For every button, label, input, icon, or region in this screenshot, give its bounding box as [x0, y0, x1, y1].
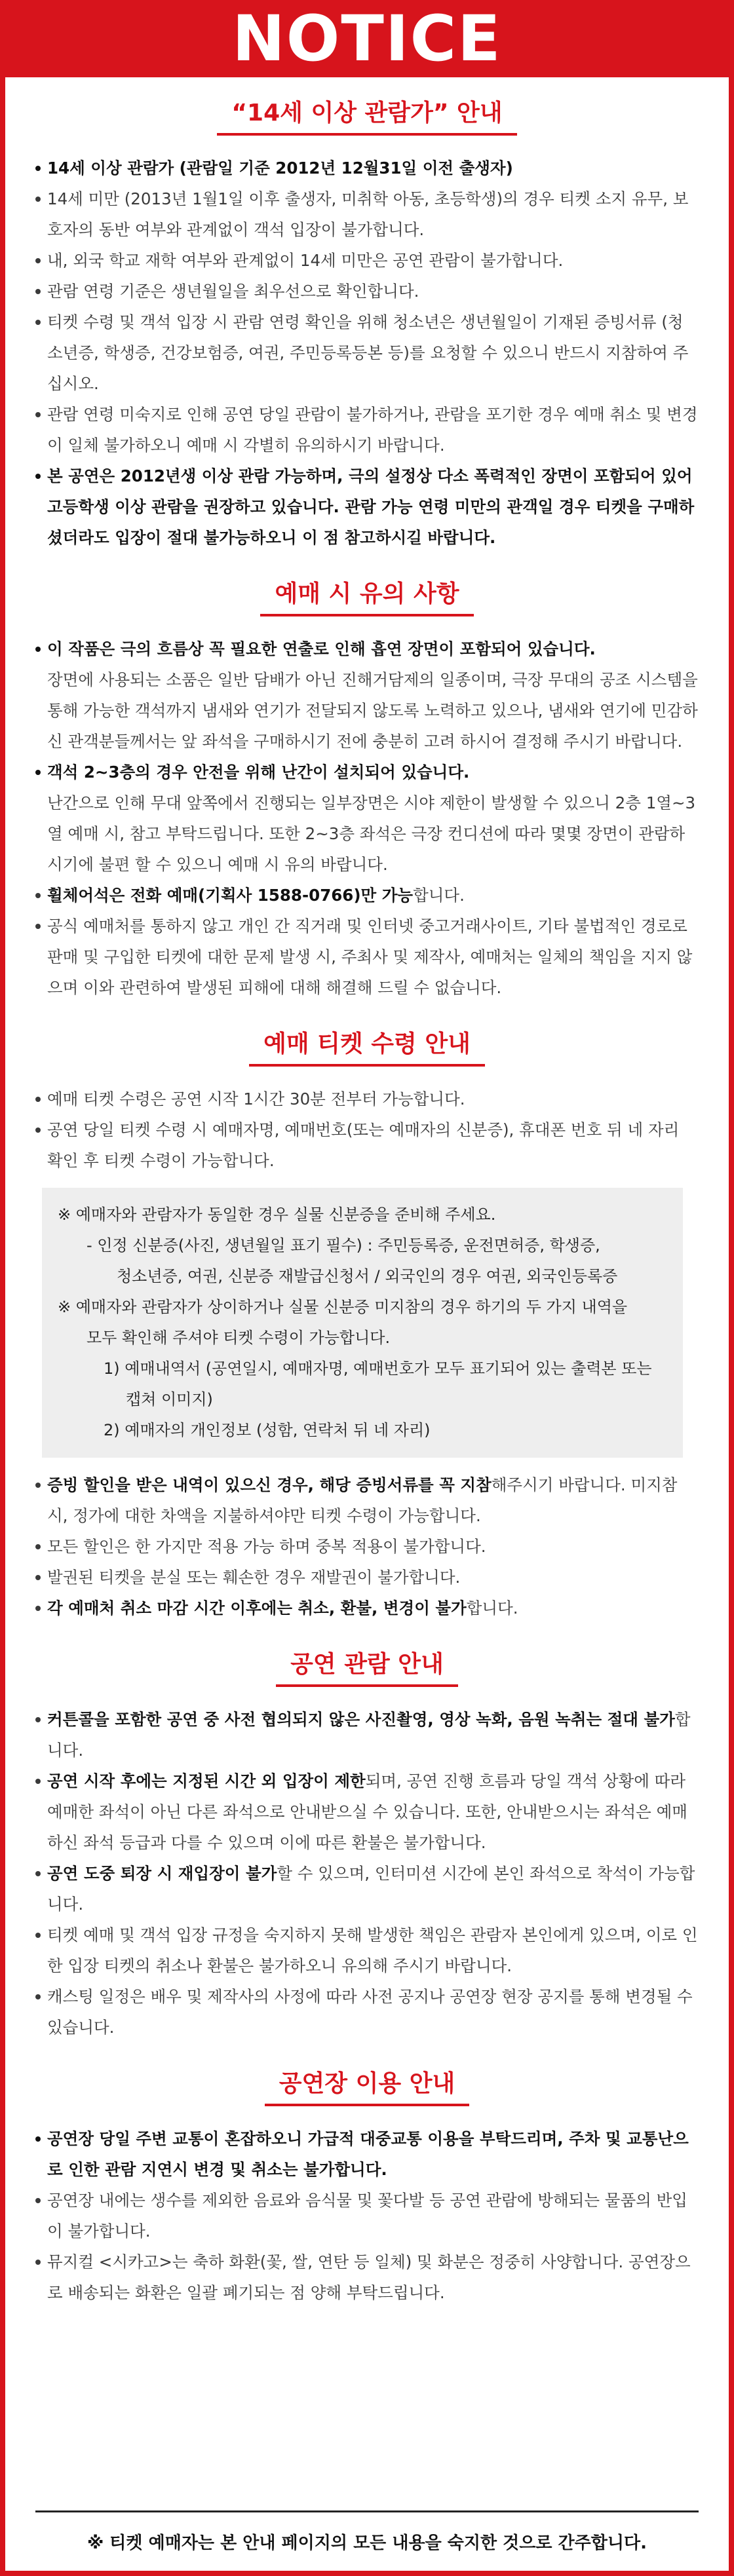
- list-item: [35, 1704, 699, 1766]
- list-item: 관람 연령 기준은 생년월일을 최우선으로 확인합니다.: [35, 276, 699, 307]
- list-item: 객석 2~3층의 경우 안전을 위해 난간이 설치되어 있습니다.: [35, 757, 699, 787]
- item-list: [35, 634, 699, 1003]
- note-line: 모두 확인해 주셔야 티켓 수령이 가능합니다.: [87, 1329, 391, 1347]
- list-item: 캐스팅 일정은 배우 및 제작사의 사정에 따라 사전 공지나 공연장 현장 공지를 통해 변경될 수 있습니다.: [35, 1981, 699, 2043]
- note-line: 청소년증, 여권, 신분증 재발급신청서 / 외국인의 경우 여권, 외국인등록증: [117, 1267, 618, 1285]
- note-line: ※ 예매자와 관람자가 동일한 경우 실물 신분증을 준비해 주세요.: [58, 1205, 496, 1224]
- item-text: 합니다.: [413, 886, 465, 905]
- item-list: [35, 1704, 699, 2043]
- item-text: 합니다.: [47, 1710, 691, 1760]
- notice-section: [35, 579, 699, 1003]
- item-list: [35, 2123, 699, 2308]
- section-header: [35, 579, 699, 616]
- emphasis-text: 커튼콜을 포함한 공연 중 사전 협의되지 않은 사진촬영, 영상 녹화, 음원 녹취는 절대 불가: [47, 1710, 675, 1729]
- section-title: 공연장 이용 안내: [265, 2069, 470, 2106]
- section-header: [35, 1029, 699, 1067]
- list-item: 뮤지컬 <시카고>는 축하 화환(꽃, 쌀, 연탄 등 일체) 및 화분은 정중히 사양합니다. 공연장으로 배송되는 화환은 일괄 폐기되는 점 양해 부탁드립니다.: [35, 2246, 699, 2308]
- list-item: [35, 1858, 699, 1920]
- note-line: - 인정 신분증(사진, 생년월일 표기 필수) : 주민등록증, 운전면허증, 학생증,: [87, 1236, 600, 1255]
- list-item: 14세 미만 (2013년 1월1일 이후 출생자, 미취학 아동, 초등학생)의 경우 티켓 소지 유무, 보호자의 동반 여부와 관계없이 객석 입장이 불가합니다.: [35, 183, 699, 245]
- item-text: 합니다.: [466, 1599, 518, 1618]
- list-item: [35, 1766, 699, 1858]
- banner-title: NOTICE: [232, 2, 502, 75]
- note-line: ※ 예매자와 관람자가 상이하거나 실물 신분증 미지참의 경우 하기의 두 가지 내역을: [58, 1298, 628, 1316]
- emphasis-text: 공연 도중 퇴장 시 재입장이 불가: [47, 1864, 277, 1883]
- section-title: 예매 티켓 수령 안내: [249, 1029, 485, 1067]
- list-item: [35, 1469, 699, 1531]
- notice-section: [35, 1029, 699, 1623]
- item-list: [35, 153, 699, 553]
- list-item: 14세 이상 관람가 (관람일 기준 2012년 12월31일 이전 출생자): [35, 153, 699, 183]
- list-item: 본 공연은 2012년생 이상 관람 가능하며, 극의 설정상 다소 폭력적인 장면이 포함되어 있어 고등학생 이상 관람을 권장하고 있습니다. 관람 가능 연령 미만의 관객일 경우 티켓을 구매하셨더라도 입장이 절대 불가능하오니 이 점 참고하시길 바랍니다.: [35, 461, 699, 553]
- footer-notice: [35, 2510, 699, 2554]
- footer-text: ※ 티켓 예매자는 본 안내 페이지의 모든 내용을 숙지한 것으로 간주합니다.: [87, 2533, 647, 2553]
- emphasis-text: 증빙 할인을 받은 내역이 있으신 경우, 해당 증빙서류를 꼭 지참: [47, 1475, 492, 1494]
- section-header: [35, 1650, 699, 1687]
- notice-content: [35, 98, 699, 2334]
- notice-section: [35, 2069, 699, 2308]
- note-line: 2) 예매자의 개인정보 (성함, 연락처 뒤 네 자리): [104, 1421, 431, 1439]
- item-text: 되며, 공연 진행 흐름과 당일 객석 상황에 따라 예매한 좌석이 아닌 다른 좌석으로 안내받으실 수 있습니다. 또한, 안내받으시는 좌석은 예매하신 좌석 등급과 다를 수 있으며 이에 따른 환불은 불가합니다.: [47, 1771, 687, 1852]
- list-item: 장면에 사용되는 소품은 일반 담배가 아닌 진해거담제의 일종이며, 극장 무대의 공조 시스템을 통해 가능한 객석까지 냄새와 연기가 전달되지 않도록 노력하고 있으나, 냄새와 연기에 민감하신 관객분들께서는 앞 좌석을 구매하시기 전에 충분히 고려 하시어 결정해 주시기 바랍니다.: [47, 670, 698, 751]
- section-header: [35, 2069, 699, 2106]
- list-item: 티켓 예매 및 객석 입장 규정을 숙지하지 못해 발생한 책임은 관람자 본인에게 있으며, 이로 인한 입장 티켓의 취소나 환불은 불가하오니 유의해 주시기 바랍니다.: [35, 1920, 699, 1981]
- list-item: 관람 연령 미숙지로 인해 공연 당일 관람이 불가하거나, 관람을 포기한 경우 예매 취소 및 변경이 일체 불가하오니 예매 시 각별히 유의하시기 바랍니다.: [35, 399, 699, 461]
- list-item: 모든 할인은 한 가지만 적용 가능 하며 중복 적용이 불가합니다.: [35, 1531, 699, 1562]
- item-list: [35, 1469, 699, 1623]
- section-title: 공연 관람 안내: [276, 1650, 458, 1687]
- emphasis-text: 각 예매처 취소 마감 시간 이후에는 취소, 환불, 변경이 불가: [47, 1599, 467, 1618]
- list-item: [35, 880, 699, 911]
- list-item: 이 작품은 극의 흐름상 꼭 필요한 연출로 인해 흡연 장면이 포함되어 있습니다.: [35, 634, 699, 664]
- list-item: 공식 예매처를 통하지 않고 개인 간 직거래 및 인터넷 중고거래사이트, 기타 불법적인 경로로 판매 및 구입한 티켓에 대한 문제 발생 시, 주최사 및 제작사, 예매처는 일체의 책임을 지지 않으며 이와 관련하여 발생된 피해에 대해 해결해 드릴 수 없습니다.: [35, 911, 699, 1003]
- list-item: 공연 당일 티켓 수령 시 예매자명, 예매번호(또는 예매자의 신분증), 휴대폰 번호 뒤 네 자리 확인 후 티켓 수령이 가능합니다.: [35, 1114, 699, 1176]
- list-item: 난간으로 인해 무대 앞쪽에서 진행되는 일부장면은 시야 제한이 발생할 수 있으니 2층 1열~3열 예매 시, 참고 부탁드립니다. 또한 2~3층 좌석은 극장 컨디션에 따라 몇몇 장면이 관람하시기에 불편 할 수 있으니 예매 시 유의 바랍니다.: [47, 793, 696, 874]
- note-box: [42, 1188, 683, 1458]
- note-line: 1) 예매내역서 (공연일시, 예매자명, 예매번호가 모두 표기되어 있는 출력본 또는: [104, 1359, 652, 1378]
- item-text: 할 수 있으며, 인터미션 시간에 본인 좌석으로 착석이 가능합니다.: [47, 1864, 695, 1914]
- list-item: 공연장 당일 주변 교통이 혼잡하오니 가급적 대중교통 이용을 부탁드리며, 주차 및 교통난으로 인한 관람 지연시 변경 및 취소는 불가합니다.: [35, 2123, 699, 2185]
- section-header: [35, 98, 699, 136]
- section-title: 예매 시 유의 사항: [260, 579, 473, 616]
- list-item: 예매 티켓 수령은 공연 시작 1시간 30분 전부터 가능합니다.: [35, 1084, 699, 1114]
- list-item: 발권된 티켓을 분실 또는 훼손한 경우 재발권이 불가합니다.: [35, 1562, 699, 1593]
- list-item: [35, 1593, 699, 1623]
- item-text: 해주시기 바랍니다. 미지참 시, 정가에 대한 차액을 지불하셔야만 티켓 수령이 가능합니다.: [47, 1475, 678, 1525]
- note-line: 캡쳐 이미지): [126, 1390, 213, 1409]
- notice-section: [35, 98, 699, 553]
- emphasis-text: 휠체어석은 전화 예매(기획사 1588-0766)만 가능: [47, 886, 414, 905]
- list-item: 티켓 수령 및 객석 입장 시 관람 연령 확인을 위해 청소년은 생년월일이 기재된 증빙서류 (청소년증, 학생증, 건강보험증, 여권, 주민등록등본 등)를 요청할 수 있으니 반드시 지참하여 주십시오.: [35, 307, 699, 399]
- notice-banner: [5, 0, 729, 77]
- section-title: “14세 이상 관람가” 안내: [217, 98, 516, 136]
- list-item: 내, 외국 학교 재학 여부와 관계없이 14세 미만은 공연 관람이 불가합니다.: [35, 245, 699, 276]
- emphasis-text: 공연 시작 후에는 지정된 시간 외 입장이 제한: [47, 1771, 366, 1790]
- notice-section: [35, 1650, 699, 2043]
- item-list: [35, 1084, 699, 1176]
- list-item: 공연장 내에는 생수를 제외한 음료와 음식물 및 꽃다발 등 공연 관람에 방해되는 물품의 반입이 불가합니다.: [35, 2185, 699, 2246]
